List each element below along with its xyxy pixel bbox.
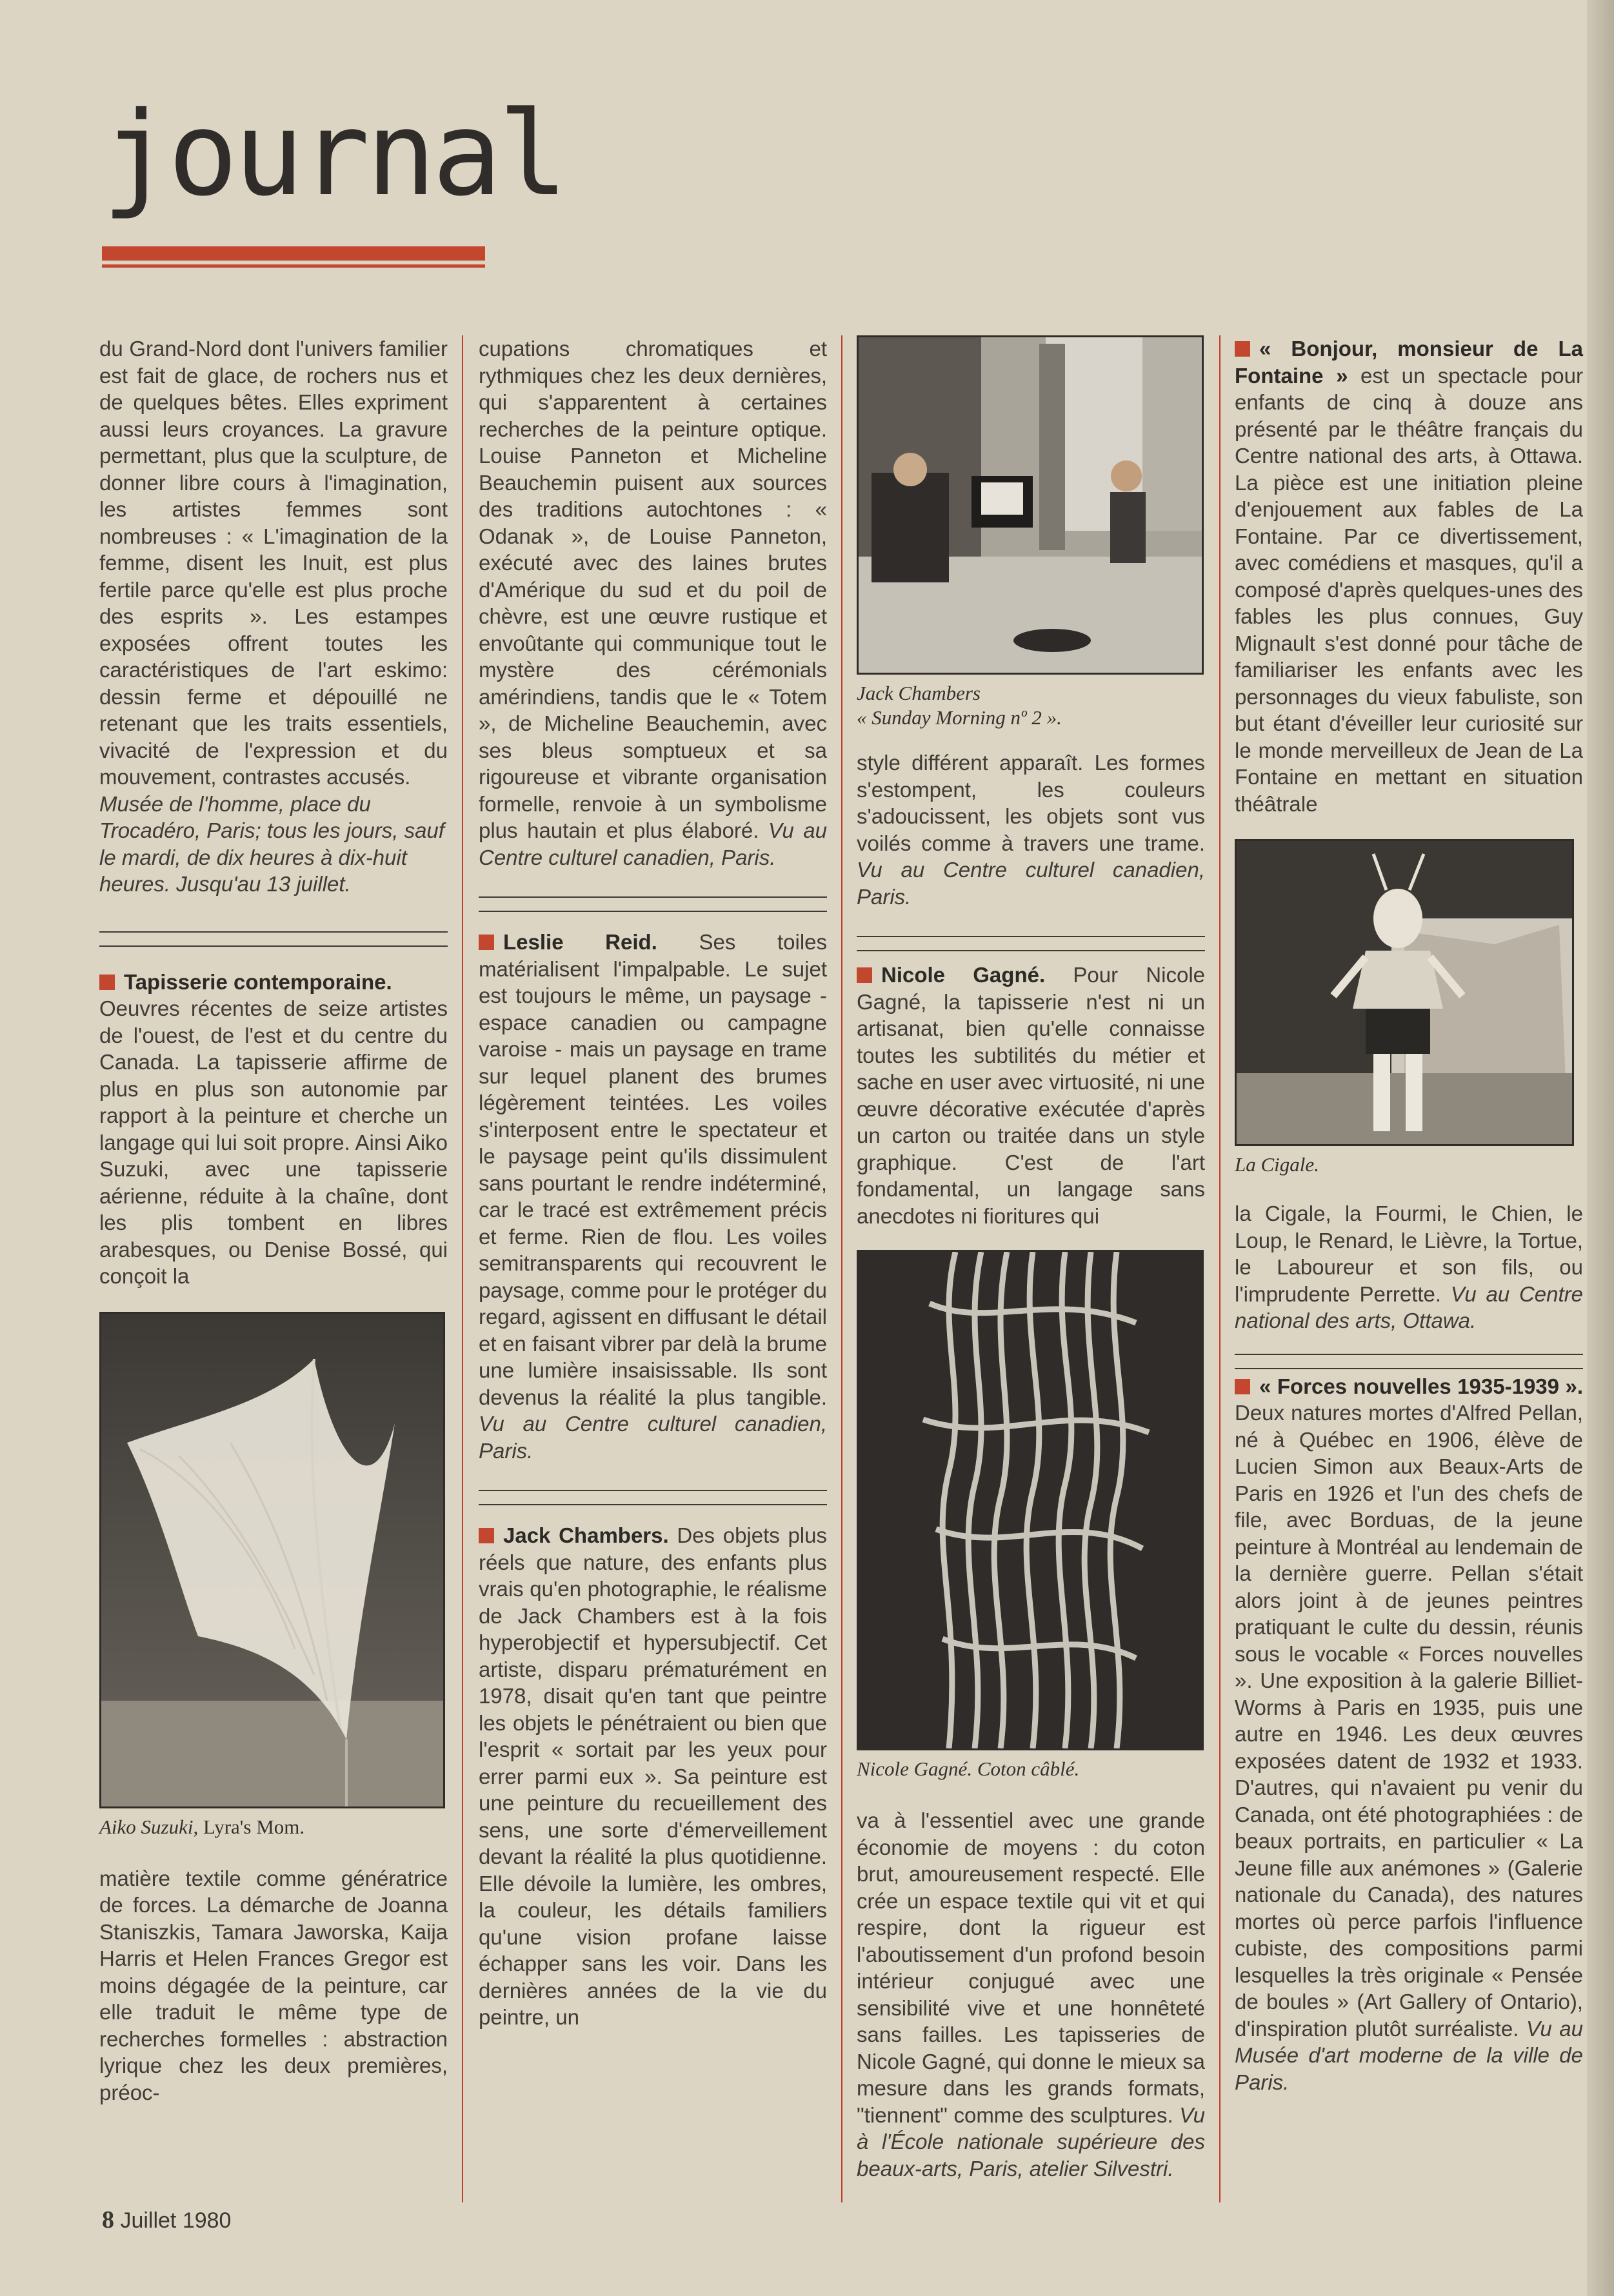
- caption-title: « Sunday Morning nº 2 ».: [857, 706, 1062, 729]
- paragraph: [479, 335, 827, 871]
- caption-artist: Jack Chambers: [857, 682, 981, 704]
- bullet-square-icon: [99, 975, 115, 990]
- paragraph: [857, 749, 1205, 910]
- venue-text: Vu au Centre culturel canadien, Paris.: [479, 1412, 827, 1463]
- article-body: Ses toiles matérialisent l'impalpable. Le sujet est toujours le même, un paysage - espace canadien ou campagne varoise - mais un paysage en trame sur lequel planent des brumes légèrement teintées. Les voiles s'interposent entre le spectateur et le paysage peint qu'ils dissimulent sans pourtant le rendre indéterminé, car le tracé est extrêmement précis et ferme. Rien de flou. Les voiles semitransparents qui recouvrent le paysage, comme pour le protéger du regard, agissent en diffusant le détail et en faisant vibrer par delà la brume une lumière insaisissable. Ils sont devenus la réalité la plus tangible.: [479, 930, 828, 1409]
- photo-jack-chambers: [857, 335, 1204, 675]
- photo-caption: La Cigale.: [1235, 1153, 1319, 1176]
- paragraph-body: la Cigale, la Fourmi, le Chien, le Loup, le Renard, le Lièvre, la Tortue, le Laboureur et son fils, ou l'imprudente Perrette.: [1235, 1202, 1583, 1306]
- venue-text: Musée de l'homme, place du Trocadéro, Paris; tous les jours, sauf le mardi, de dix heures à dix-huit heures. Jusqu'au 13 juillet.: [99, 791, 444, 896]
- page-number: 8: [102, 2206, 114, 2233]
- bullet-square-icon: [479, 935, 494, 950]
- page-edge: [1587, 0, 1614, 2296]
- column-2: [479, 335, 827, 2031]
- paragraph-body: va à l'essentiel avec une grande économie de moyens : du coton brut, amoureusement respecté. Elle crée un espace textile qui vit et qui respire, dont la rigueur est l'aboutissement d'un profond besoin intérieur conjugué avec une sensibilité vive et une honnêteté sans failles. Les tapisseries de Nicole Gagné, qui donne le mieux sa mesure dans les grands formats, "tiennent" comme des sculptures.: [857, 1808, 1205, 2127]
- photo-caption: Nicole Gagné. Coton câblé.: [857, 1757, 1080, 1780]
- tapestry-sculpture-image: [101, 1314, 443, 1806]
- article-heading: « Bonjour, monsieur de La Fontaine »: [1235, 337, 1583, 388]
- photo-caption: [857, 681, 1205, 730]
- column-3: [857, 335, 1205, 2182]
- article-heading: Jack Chambers.: [503, 1523, 669, 1547]
- column-rule: [841, 335, 842, 2202]
- article-body: Pour Nicole Gagné, la tapisserie n'est ni un artisanat, bien qu'elle connaisse toutes les subtilités du métier et sache en user avec virtuosité, ni une œuvre décorative exécutée d'après un carton ou traitée dans un style graphique. C'est de l'art fondamental, un langage sans anecdotes ni fioritures qui: [857, 963, 1205, 1228]
- article-body: Oeuvres récentes de seize artistes de l'ouest, de l'est et du centre du Canada. La tapisserie affirme de plus en plus son autonomie par rapport à la peinture et cherche un langage qui lui soit propre. Ainsi Aiko Suzuki, avec une tapisserie aérienne, réduite à la chaîne, dont les plis tombent en libres arabesques, ou Denise Bossé, qui conçoit la: [99, 996, 448, 1288]
- paragraph: [857, 1807, 1205, 2182]
- caption-artist: Aiko Suzuki,: [99, 1815, 199, 1838]
- venue-text: Vu au Centre culturel canadien, Paris.: [479, 818, 827, 869]
- paragraph-end: élaboré.: [682, 818, 759, 842]
- cotton-cable-tapestry-image: [859, 1252, 1202, 1748]
- bullet-square-icon: [1235, 341, 1250, 357]
- column-rule: [462, 335, 463, 2202]
- column-4: [1235, 335, 1583, 2095]
- article-heading: « Forces nouvelles 1935-1939 ».: [1259, 1374, 1583, 1398]
- masthead-rule-thin: [102, 264, 485, 268]
- photo-aiko-suzuki: [99, 1312, 445, 1808]
- paragraph-end: trame.: [1144, 831, 1205, 855]
- venue-text: Vu au Centre culturel canadien, Paris.: [857, 858, 1205, 909]
- venue-text: Vu à l'École nationale supérieure des beaux-arts, Paris, atelier Silvestri.: [857, 2103, 1206, 2181]
- paragraph: matière textile comme génératrice de forces. La démarche de Joanna Staniszkis, Tamara Jaworska, Kaija Harris et Helen Frances Gregor est moins dégagée de la peinture, car elle traduit le même type de recherches formelles : abstraction lyrique chez les deux premières, préoc-: [99, 1866, 448, 2104]
- painting-sunday-morning-image: [859, 337, 1202, 673]
- column-rule: [1219, 335, 1220, 2202]
- column-1: [99, 335, 448, 2106]
- article-bonjour-la-fontaine: [1235, 335, 1583, 817]
- bullet-square-icon: [479, 1528, 494, 1543]
- la-cigale-performer-image: [1237, 841, 1572, 1144]
- photo-caption: [99, 1815, 448, 1839]
- venue-text: Vu au Centre national des arts, Ottawa.: [1235, 1282, 1584, 1332]
- article-heading: Leslie Reid.: [503, 930, 657, 954]
- paragraph-body: style différent apparaît. Les formes s'estompent, les couleurs s'adoucissent, les objets sont vus voilés comme à travers une: [857, 751, 1205, 855]
- venue-text: Vu au Musée d'art moderne de la ville de Paris.: [1235, 2016, 1584, 2094]
- article-tapisserie: [99, 969, 448, 1290]
- article-body: est un spectacle pour enfants de cinq à douze ans présenté par le théâtre français du Centre national des arts, à Ottawa. La pièce est une initiation pleine d'enjouement aux fables de La Fontaine. Par ce divertissement, avec comédiens et masques, qu'il a composé d'après quelques-unes des fables les plus connues, Guy Mignault s'est donné pour tâche de familiariser les enfants avec les personnages du vieux fabuliste, son but étant d'éveiller leur curiosité sur le monde merveilleux de Jean de La Fontaine en mettant en situation théâtrale: [1235, 363, 1583, 816]
- article-jack-chambers: [479, 1522, 827, 2031]
- page-footer: [102, 2206, 231, 2234]
- issue-date: Juillet 1980: [120, 2208, 232, 2233]
- article-body: Deux natures mortes d'Alfred Pellan, né à Québec en 1906, élève de Lucien Simon aux Beaux-Arts de Paris en 1926 et l'un des chefs de file, avec Borduas, de la jeune peinture à Montréal au lendemain de la dernière guerre. Pellan s'était alors joint à de jeunes peintres pratiquant le culte du dessin, réunis sous le vocable « Forces nouvelles ». Une exposition à la galerie Billiet-Worms à Paris en 1935, puis une autre en 1946. Les deux œuvres exposées datent de 1932 et 1933. D'autres, qui n'avaient pu venir du Canada, ont été photographiées : de beaux portraits, en particulier « La Jeune fille aux anémones » (Galerie nationale du Canada), des natures mortes où perce parfois l'influence cubiste, des compositions parmi lesquelles la très originale « Pensée de boules » (Art Gallery of Ontario), d'inspiration plutôt surréaliste.: [1235, 1401, 1583, 2041]
- bullet-square-icon: [1235, 1379, 1250, 1394]
- article-leslie-reid: [479, 929, 827, 1464]
- masthead-title: journal: [102, 87, 564, 222]
- caption-title: Lyra's Mom.: [203, 1815, 305, 1838]
- paragraph-body: cupations chromatiques et rythmiques chez les deux dernières, qui s'apparentent à certaines recherches de la peinture optique. Louise Panneton et Micheline Beauchemin puisent aux sources des traditions autochtones : « Odanak », de Louise Panneton, exécuté avec des laines brutes d'Amérique du sud et du poil de chèvre, est une œuvre rustique et envoûtante qui communique tout le mystère des cérémonials amérindiens, tandis que le « Totem », de Micheline Beauchemin, avec ses bleus somptueux et sa rigoureuse et vibrante organisation formelle, renvoie à un symbolisme plus hautain et plus: [479, 337, 827, 842]
- article-heading: Nicole Gagné.: [881, 963, 1046, 987]
- paragraph: [1235, 1200, 1583, 1334]
- bullet-square-icon: [857, 967, 872, 983]
- paragraph: du Grand-Nord dont l'univers familier est fait de glace, de rochers nus et de quelques bêtes. Elles expriment aussi leurs croyances. La gravure permettant, plus que la sculpture, de donner libre cours à l'imagination, les artistes femmes sont nombreuses : « L'imagination de la femme, disent les Inuit, est plus fertile parce qu'elle est plus proche des esprits ». Les estampes exposées offrent toutes les caractéristiques de l'art eskimo: dessin ferme et dépouillé ne retenant que les traits essentiels, vivacité de l'expression et du mouvement, contrastes accusés.: [99, 337, 448, 789]
- photo-la-cigale: [1235, 839, 1574, 1146]
- masthead-rule: [102, 246, 485, 261]
- article-forces-nouvelles: [1235, 1373, 1583, 2096]
- article-body: Des objets plus réels que nature, des enfants plus vrais qu'en photographie, le réalisme de Jack Chambers est à la fois hyperobjectif et hypersubjectif. Cet artiste, disparu prématurément en 1978, disait qu'en tant que peintre les objets le pénétraient ou bien que l'esprit « sortait par les yeux pour errer parmi eux ». Sa peinture est une peinture du recueillement des sens, une sorte d'émerveillement devant la réalité la plus quotidienne. Elle dévoile la lumière, les ombres, la couleur, les détails familiers qu'une vision profane laisse échapper sans les voir. Dans les dernières années de la vie du peintre, un: [479, 1523, 827, 2029]
- article-heading: Tapisserie contemporaine.: [124, 969, 392, 994]
- article-nicole-gagne: [857, 962, 1205, 1229]
- photo-nicole-gagne: [857, 1250, 1204, 1750]
